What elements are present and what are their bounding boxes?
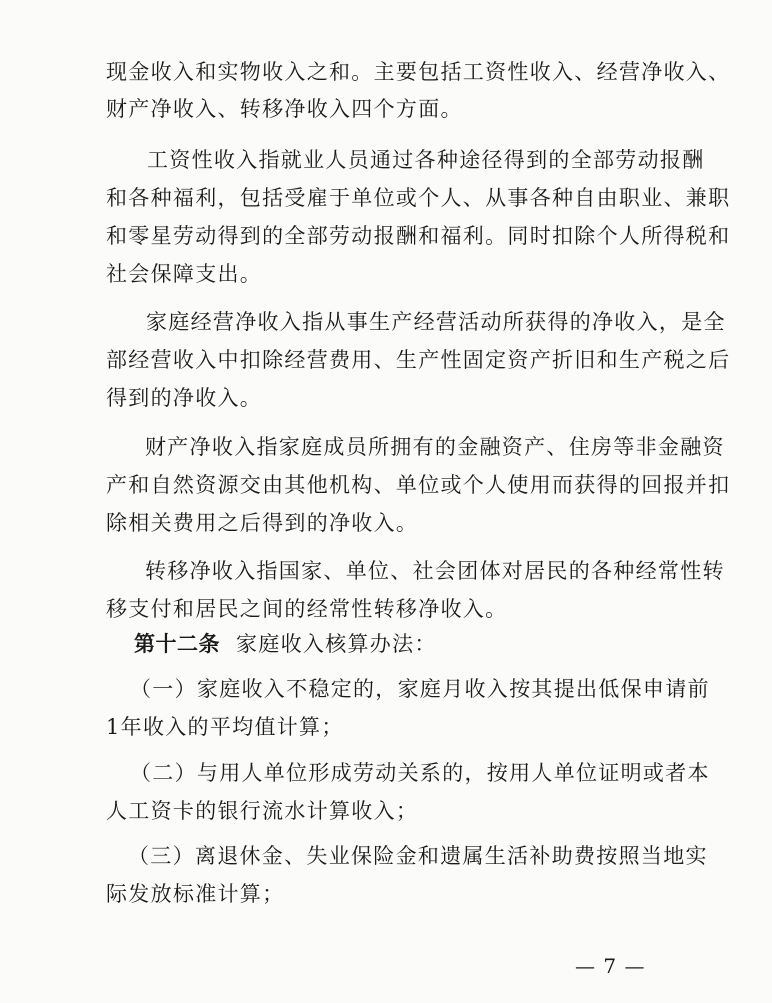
article-title: 家庭收入核算办法： bbox=[236, 632, 437, 656]
body-text-line: 得到的净收入。 bbox=[106, 386, 263, 410]
body-text-line: 工资性收入指就业人员通过各种途径得到的全部劳动报酬 bbox=[147, 148, 705, 172]
body-text-line: 现金收入和实物收入之和。主要包括工资性收入、经营净收入、 bbox=[106, 60, 731, 84]
article-heading bbox=[134, 630, 437, 658]
list-item-line: 际发放标准计算； bbox=[106, 882, 285, 906]
body-text-line: 移支付和居民之间的经常性转移净收入。 bbox=[106, 597, 508, 621]
body-text-line: 产和自然资源交由其他机构、单位或个人使用而获得的回报并扣 bbox=[106, 473, 731, 497]
article-number: 第十二条 bbox=[134, 631, 220, 656]
body-text-line: 部经营收入中扣除经营费用、生产性固定资产折旧和生产税之后 bbox=[106, 348, 731, 372]
body-text-line: 财产净收入指家庭成员所拥有的金融资产、住房等非金融资 bbox=[145, 435, 725, 459]
body-text-line: 财产净收入、转移净收入四个方面。 bbox=[106, 97, 463, 121]
body-text-line: 和零星劳动得到的全部劳动报酬和福利。同时扣除个人所得税和 bbox=[106, 224, 731, 248]
body-text-line: 转移净收入指国家、单位、社会团体对居民的各种经常性转 bbox=[145, 559, 725, 583]
body-text-line: 和各种福利，包括受雇于单位或个人、从事各种自由职业、兼职 bbox=[106, 186, 731, 210]
body-text-line: 家庭经营净收入指从事生产经营活动所获得的净收入，是全 bbox=[146, 310, 726, 334]
list-item-line: （三）离退休金、失业保险金和遗属生活补助费按照当地实 bbox=[128, 844, 708, 868]
list-item-line: （一）家庭收入不稳定的，家庭月收入按其提出低保申请前 bbox=[130, 677, 710, 701]
list-item-line: 人工资卡的银行流水计算收入； bbox=[106, 799, 419, 823]
list-item-line: （二）与用人单位形成劳动关系的，按用人单位证明或者本 bbox=[130, 761, 710, 785]
list-item-line: 1年收入的平均值计算； bbox=[106, 715, 344, 739]
page-number: — 7 — bbox=[575, 954, 646, 978]
body-text-line: 社会保障支出。 bbox=[106, 262, 263, 286]
body-text-line: 除相关费用之后得到的净收入。 bbox=[106, 511, 419, 535]
